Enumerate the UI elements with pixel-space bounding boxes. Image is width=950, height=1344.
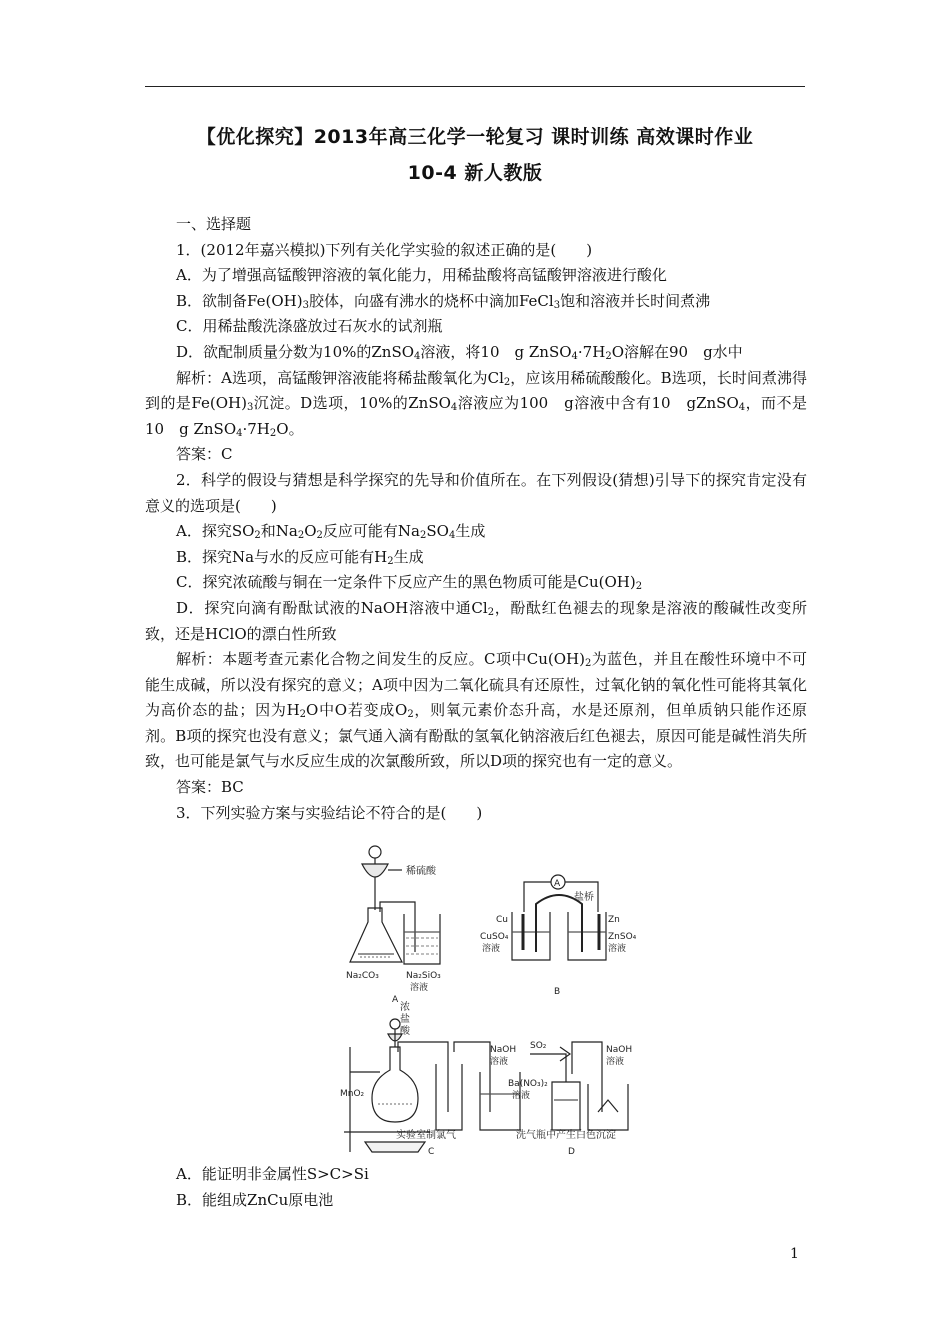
q1-stem: 1．(2012年嘉兴模拟)下列有关化学实验的叙述正确的是( )	[176, 240, 593, 259]
svg-text:SO₂: SO₂	[530, 1041, 547, 1051]
apparatus-d	[508, 1041, 632, 1157]
svg-text:Ba(NO₃)₂: Ba(NO₃)₂	[508, 1079, 548, 1089]
svg-text:溶液: 溶液	[410, 983, 429, 993]
svg-text:实验室制氯气: 实验室制氯气	[396, 1130, 456, 1141]
svg-text:Cu: Cu	[496, 915, 508, 925]
doc-title-line2: 10-4 新人教版	[407, 162, 543, 184]
q3-option-a: A．能证明非金属性S>C>Si	[176, 1165, 369, 1183]
svg-text:酸: 酸	[400, 1026, 410, 1037]
q1-option-b: B．欲制备$Fe(OH)_3$胶体，向盛有沸水的烧杯中滴加FeCl$_3$饱和溶液并长时间煮沸	[176, 291, 711, 311]
q2-stem: 2．科学的假设与猜想是科学探究的先导和价值所在。在下列假设(猜想)引导下的探究肯定没有意义的选项是( )	[145, 470, 807, 515]
q1-option-d: D．欲配制质量分数为10%的ZnSO$_4$溶液，将10 g $ZnSO_4\cdot 7H_2O$溶解在90 g水中	[176, 342, 743, 362]
svg-text:盐桥: 盐桥	[574, 892, 594, 903]
apparatus-c	[340, 1000, 520, 1157]
svg-text:Na₂SiO₃: Na₂SiO₃	[406, 971, 441, 981]
q2-answer: 答案：BC	[176, 778, 244, 797]
svg-text:Na₂CO₃: Na₂CO₃	[346, 971, 379, 981]
svg-text:稀硫酸: 稀硫酸	[406, 866, 436, 877]
svg-text:NaOH: NaOH	[490, 1045, 517, 1055]
q1-answer: 答案：C	[176, 445, 233, 464]
apparatus-b	[480, 875, 637, 997]
q3-options	[145, 1162, 807, 1213]
section-heading: 一、选择题	[176, 215, 252, 233]
svg-text:溶液: 溶液	[490, 1057, 509, 1067]
q2-option-a: A．探究$SO_2$和$Na_2O_2$反应可能有$Na_2SO_4$生成	[176, 522, 486, 542]
svg-text:洗气瓶中产生白色沉淀: 洗气瓶中产生白色沉淀	[516, 1130, 616, 1141]
svg-text:溶液: 溶液	[608, 944, 627, 954]
q1-option-c: C．用稀盐酸洗涤盛放过石灰水的试剂瓶	[176, 317, 443, 336]
svg-text:A: A	[392, 995, 399, 1005]
svg-text:溶液: 溶液	[482, 944, 501, 954]
page-number: 1	[790, 1246, 799, 1262]
q2-option-c: C．探究浓硫酸与铜在一定条件下反应产生的黑色物质可能是$Cu(OH)_2$	[176, 573, 643, 593]
svg-text:浓: 浓	[400, 1002, 410, 1013]
q3-option-b: B．能组成ZnCu原电池	[176, 1190, 334, 1209]
header-rule	[145, 86, 805, 87]
svg-text:盐: 盐	[400, 1014, 410, 1025]
document-body	[145, 212, 807, 826]
svg-text:ZnSO₄: ZnSO₄	[608, 932, 637, 942]
q1-analysis: 解析：A选项，高锰酸钾溶液能将稀盐酸氧化为$Cl_2$，应该用稀硫酸酸化。B选项，长时间煮沸得到的是$Fe(OH)_3$沉淀。D选项，10%的ZnSO$_4$溶液应为100 g溶液中含有10 gZnSO$_4$，而不是10 g $ZnSO_4\cdot 7H_2O$。	[145, 368, 807, 439]
svg-text:CuSO₄: CuSO₄	[480, 932, 509, 942]
doc-title-line1: 【优化探究】2013年高三化学一轮复习 课时训练 高效课时作业	[196, 126, 754, 148]
svg-text:NaOH: NaOH	[606, 1045, 633, 1055]
q2-option-d: D．探究向滴有酚酞试液的NaOH溶液中通$Cl_2$，酚酞红色褪去的现象是溶液的酸碱性改变所致，还是HClO的漂白性所致	[145, 598, 807, 643]
q1-option-a: A．为了增强高锰酸钾溶液的氧化能力，用稀盐酸将高锰酸钾溶液进行酸化	[176, 266, 667, 285]
svg-text:溶液: 溶液	[606, 1057, 625, 1067]
svg-text:C: C	[428, 1147, 435, 1157]
q2-analysis: 解析：本题考查元素化合物之间发生的反应。C项中$Cu(OH)_2$为蓝色，并且在酸性环境中不可能生成碱，所以没有探究的意义；A项中因为二氧化硫具有还原性，过氧化钠的氧化性可能将其氧化为高价态的盐；因为$H_2O$中O若变成$O_2$，则氧元素价态升高，水是还原剂，但单质钠只能作还原剂。B项的探究也没有意义；氯气通入滴有酚酞的氢氧化钠溶液后红色褪去，原因可能是碱性消失所致，也可能是氯气与水反应生成的次氯酸所致，所以D项的探究也有一定的意义。	[145, 650, 807, 771]
q2-option-b: B．探究Na与水的反应可能有$H_2$生成	[176, 547, 424, 567]
apparatus-a	[346, 846, 441, 1005]
svg-text:B: B	[554, 987, 561, 997]
svg-text:MnO₂: MnO₂	[340, 1089, 365, 1099]
svg-text:溶液: 溶液	[512, 1091, 531, 1101]
svg-text:Zn: Zn	[608, 915, 620, 925]
q3-stem: 3．下列实验方案与实验结论不符合的是( )	[176, 803, 483, 822]
svg-text:A: A	[554, 879, 561, 889]
apparatus-figure	[340, 842, 660, 1162]
svg-text:D: D	[568, 1147, 575, 1157]
